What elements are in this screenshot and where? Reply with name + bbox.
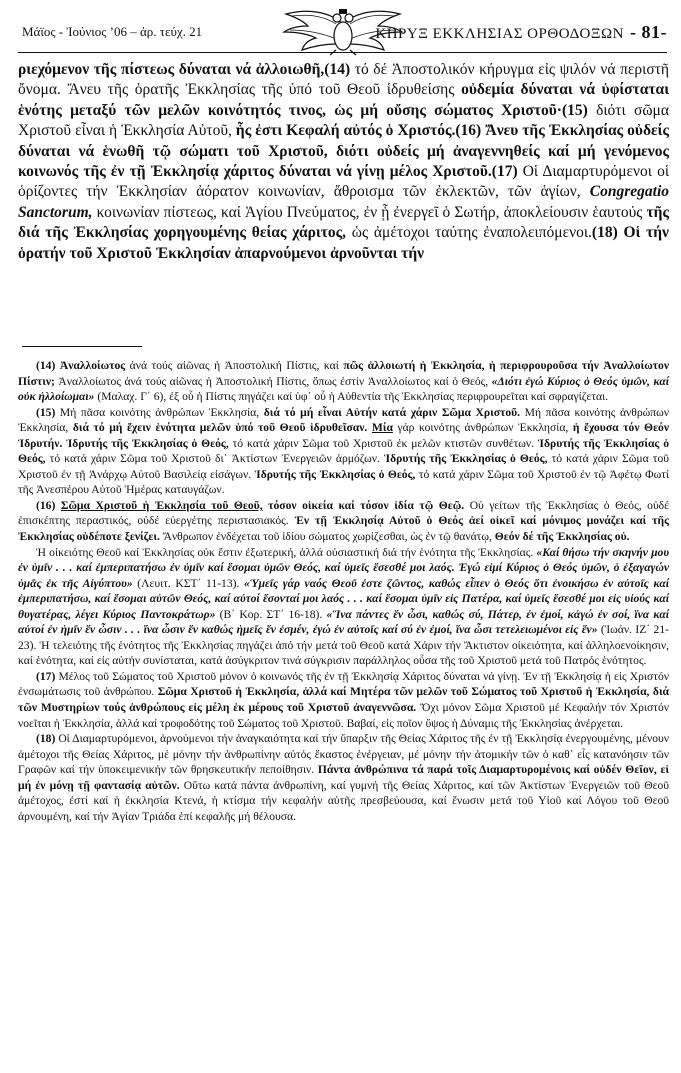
text-run: (17) [36,669,59,683]
text-run: ἀνά τούς αἰῶνας ἡ Ἀποστολική Πίστις, καί [125,359,344,372]
text-run: Μία [371,421,393,435]
footnote-paragraph [18,545,669,669]
text-run: Μέλος τοῦ Σώματος τοῦ Χριστοῦ μόνον ὁ κοινωνός τῆς ἐν τῇ Ἐκκλησίᾳ Χάριτος δύναται νά γίνῃ. Ἐν τῇ Ἐκκλησίᾳ ἡ εἰς Χριστόν ἐνσωμάτωσις τοῦ ἀνθρώπου. [18,669,669,699]
text-run: «Διότι ἐγώ Κύριος ὁ Θεός ὑμῶν, καί οὐκ ἠλλοίωμαι» [18,374,669,404]
text-run: Οἱ Διαμαρτυρόμενοι, ἀρνούμενοι τήν ἀναγκαιότητα καί τήν ὕπαρξιν τῆς Θείας Χάριτος τῆς ἐν τῇ Ἐκκλησίᾳ ἐνεργουμένης, μένουν ἀμέτοχοι τῆς Θείας Χάριτος, μέ μόνην τήν ἀνθρωπίνην αὐτός ἕκαστος ἐνέργειαν, μέ μόνην τήν ἀτομικήν τῶν ὁ καθ᾽ εἷς κατανόησιν τῶν Γραφῶν καί τήν ὑποκειμενικήν τῶν θρησκευτικήν πεποίθησιν. [18,732,669,777]
text-run: τό κατά χάριν Σῶμα τοῦ Χριστοῦ ἐν τῇ Ἀνάρχῳ Αὐτοῦ Βασιλείᾳ εἰσάγων. [18,452,669,481]
text-run: «Ὑμεῖς γάρ ναός Θεοῦ ἐστε ζῶντος, καθώς εἶπεν ὁ Θεός ὅτι ἐνοικήσω ἐν αὐτοῖς καί ἐμπεριπατήσω, καί ἔσομαι αὐτῶν Θεός, καί αὐτοί ἔσονταί μοι λαός . . . καί ἔσομαι ὑμῖν εἰς Πατέρα, καί ὑμεῖς ἔσεσθέ μοι εἰς υἱούς καί θυγατέρας, λέγει Κύριος Παντοκράτωρ» [18,576,669,621]
text-run: τόσον οἰκεία καί τόσον ἰδία τῷ Θεῷ. [262,498,465,512]
footnote-separator [22,346,142,347]
text-run: τό κατά χάριν Σῶμα τοῦ Χριστοῦ δι᾽ Ἀκτίστων Ἐνεργειῶν ἁρμόζων. [45,452,385,466]
text-run: ὡς ἀμέτοχοι ταύτης ἐναπολειπόμενοι. [346,224,592,242]
footnote-paragraph [18,405,669,498]
text-run: «Ἵνα πάντες ἕν ὦσι, καθώς σύ, Πάτερ, ἐν ἐμοί, κἀγώ ἐν σοί, ἵνα καί αὐτοί ἐν ἡμῖν ἕν ὦσιν . . . ἵνα ὦσιν ἕν καθώς ἡμεῖς ἕν ἐσμέν, ἐγώ ἐν αὐτοῖς καί σύ ἐν ἐμοί, ἵνα ὦσι τετελειωμένοι εἰς ἕν» [18,607,669,637]
footnotes [18,358,669,824]
text-run: (18) [36,732,59,746]
text-run: κοινωνίαν πίστεως, καί Ἁγίου Πνεύματος, ἐν ᾗ ἐνεργεῖ ὁ Σωτήρ, ἀποκλείουσιν ἑαυτούς [92,203,647,221]
main-text [18,60,669,264]
text-run: (18) Οἱ τήν ὁρατήν τοῦ Χριστοῦ Ἐκκλησίαν ἀπαρνούμενοι ἀρνοῦνται τήν [18,224,669,262]
page-header [18,8,667,54]
footnote-paragraph [18,731,669,824]
text-run: Οὕτω κατά πάντα ἀνθρωπίνη, καί γυμνή τῆς Θείας Χάριτος, καί τῶν Ἀκτίστων Ἐνεργειῶν τοῦ Θεοῦ ἀμέτοχος, ἐστί καί ἡ ἐκκλησία Κτενά, ἡ κτίσμα τήν κεφαλήν αὐτῆς πρεσβεύουσα, καί ἕνωσιν μετά τοῦ Υἱοῦ καί Λόγου τοῦ Θεοῦ ἀρνουμένη, καί τήν Ἁγίαν Τριάδα ἐπί κεφαλῆς μή θέλουσα. [18,778,669,823]
text-run: διά τό μή εἶναι Αὐτήν κατά χάριν Σῶμα Χριστοῦ. [263,405,521,419]
page-number: - 81- [630,22,667,42]
text-run: διότι σῶμα Χριστοῦ εἶναι ἡ Ἐκκλησία Αὐτοῦ, [18,101,669,140]
footnote-paragraph [18,498,669,545]
text-run: γάρ κοινότης ἀνθρώπων Ἐκκλησία, [392,421,573,435]
text-run: (15) [36,405,60,419]
text-run: Ἀναλλοίωτος ἀνά τούς αἰῶνας ἡ Ἀποστολική Πίστις, ὅπως ἐστίν Ἀναλλοίωτος καί ὁ Θεός, [54,374,492,388]
text-run: Ἄνθρωπον ἐνδέχεται τοῦ ἰδίου σώματος χωρίζεσθαι, ὡς ἐν τῷ θανάτῳ, [159,530,495,544]
text-run: Μή πᾶσα κοινότης ἀνθρώπων Ἐκκλησία, [59,405,264,419]
text-run: Ἐν τῇ Ἐκκλησίᾳ Αὐτοῦ ὁ Θεός ἀεί οἰκεῖ καί μόνιμος μονάζει καί τῆς Ἐκκλησίας οὐδέποτε ξενίζει. [18,514,669,544]
issue-date: Μάϊος - Ἰούνιος ’06 – ἀρ. τεύχ. 21 [22,24,203,39]
text-run: Πάντα ἀνθρώπινα τά παρά τοῖς Διαμαρτυρομένοις καί οὐδέν Θεῖον, εἰ μή ἐν μόνῃ τῇ φαντασίᾳ αὐτῶν. [18,763,669,792]
text-run: ἡ ἔχουσα τόν Θεόν Ἱδρυτήν. Ἱδρυτής τῆς Ἐκκλησίας ὁ Θεός, [18,421,670,450]
text-run: Σῶμα Χριστοῦ ἡ Ἐκκλησία τοῦ Θεοῦ, [60,498,263,512]
text-run: Θεόν δέ τῆς Ἐκκλησίας οὐ. [494,530,630,544]
text-run: (Μαλαχ. Γ΄ 6), ἐξ οὗ ἡ Πίστις πηγάζει καί ὑφ᾽ οὗ ἡ Αὐθεντία τῆς Ἐκκλησίας περιφρουρεῖται καί σφραγίζεται. [94,390,609,404]
text-run: Οὐ γείτων τῆς Ἐκκλησίας ὁ Θεός, οὐδέ ἐπισκέπτης περαστικός, οὐδέ εὐεργέτης περιστασιακός. [18,498,670,528]
text-run: Ὄχι μόνον Σῶμα Χριστοῦ μέ Κεφαλήν τόν Χριστόν νοεῖται ἡ Ἐκκλησία, ἀλλά καί τροφοδότης τοῦ Σώματος τοῦ Χριστοῦ. Βαβαί, εἰς ποῖον ὕψος ἡ Δύναμις τῆς Ἐκκλησίας ἀνέρχεται. [18,701,669,730]
body-paragraph [18,60,669,264]
text-run: ριεχόμενον τῆς πίστεως δύναται νά ἀλλοιωθῆ,(14) [18,61,351,78]
text-run: Ἱδρυτής τῆς Ἐκκλησίας ὁ Θεός, [384,452,548,466]
text-run: Οἱ Διαμαρτυρόμενοι οἱ ὁρίζοντες τήν Ἐκκλησίαν ἀόρατον κοινωνίαν, ἄθροισμα τῶν ἐκλεκτῶν, τῶν ἁγίων, [18,163,669,201]
text-run: (Ἰωάν. ΙΖ΄ 21-23). Ἡ τελειότης τῆς ἑνότητος τῆς Ἐκκλησίας πηγάζει ἀπό τήν μετά τοῦ Θεοῦ κατά Χάριν τήν Ἄκτιστον οἰκειότητα, καί ἀλληλοενοίκησιν, καί ἑνότητα, καί εἰς αὐτήν συνίσταται, κατά ἀσύγκριτον τινά σύγκρισιν παράλληλος οὖσα τῆς τοῦ Χριστοῦ μετά τοῦ Πατρός ἑνότητος. [18,623,669,668]
text-run: τό δέ Ἀποστολικόν κήρυγμα εἰς ψιλόν νά περιστῆ ὄνομα. Ἄνευ τῆς ὁρατῆς Ἐκκλησίας τῆς ὑπό τοῦ Θεοῦ ἱδρυθείσης [18,61,670,99]
text-run: διά τό μή ἔχειν ἑνότητα μελῶν ὑπό τοῦ Θεοῦ ἱδρυθεῖσαν. [72,421,368,435]
text-run: (Β΄ Κορ. ΣΤ΄ 16-18). [215,607,327,621]
text-run: Ἀναλλοίωτος [59,359,126,372]
text-run: Ἱδρυτής τῆς Ἐκκλησίας ὁ Θεός, [18,436,669,466]
text-run: Μή πᾶσα κοινότης ἀνθρώπων Ἐκκλησία, [18,405,669,435]
text-run: (16) [36,498,61,512]
header-rule [18,52,667,53]
text-run: ἧς ἐστι Κεφαλή αὐτός ὁ Χριστός.(16) Ἄνευ τῆς Ἐκκλησίας οὐδείς δύναται νά ἑνωθῆ τῷ σώματι τοῦ Χριστοῦ, διότι οὐδείς μή ἀναγεννηθείς καί μή γενόμενος κοινωνός τῆς ἐν τῇ Ἐκκλησίᾳ χάριτος δύναται νά γίνῃ μέλος Χριστοῦ.(17) [18,122,669,181]
text-run: τῆς διά τῆς Ἐκκλησίας χορηγουμένης θείας χάριτος, [18,203,669,242]
text-run: Ἡ οἰκειότης Θεοῦ καί Ἐκκλησίας οὐκ ἔστιν ἐξωτερική, ἀλλά οὐσιαστική διά τήν ἑνότητα τῆς Ἐκκλησίας. [36,545,537,559]
journal-title: ΚΗΡΥΞ ΕΚΚΛΗΣΙΑΣ ΟΡΘΟΔΟΞΩΝ [375,26,624,42]
text-run: οὐδεμία δύναται νά ὑφίσταται ἑνότης μεταξύ τῶν μελῶν κοινότητός τινος, ὡς μή οὔσης σώματος Χριστοῦ·(15) [18,81,670,119]
footnote-paragraph [18,669,669,731]
text-run: «Καί θήσω τήν σκηνήν μου ἐν ὑμῖν . . . καί ἐμπεριπατήσω ἐν ὑμῖν καί ἔσομαι ὑμῶν Θεός, καί ὑμεῖς ἔσεσθέ μοι λαός. Ἐγώ εἰμί Κύριος ὁ Θεός ὑμῶν, ὁ ἐξαγαγών ὑμᾶς ἐκ τῆς Αἰγύπτου» [18,545,669,590]
text-run: Congregatio Sanctorum, [18,183,669,221]
footnote-paragraph [18,358,669,405]
text-run: Σῶμα Χριστοῦ ἡ Ἐκκλησία, ἀλλά καί Μητέρα τῶν μελῶν τοῦ Σώματος τοῦ Χριστοῦ ἡ Ἐκκλησία, διά τῶν Μυστηρίων τούς ἀνθρώπους εἰς μέλη ἐκ μέρους τοῦ Χριστοῦ ἀναγεννῶσα. [18,685,670,715]
text-run: Ἱδρυτής τῆς Ἐκκλησίας ὁ Θεός, [254,467,416,481]
text-run: (Λευιτ. ΚΣΤ΄ 11-13). [132,576,244,590]
text-run: τό κατά χάριν Σῶμα τοῦ Χριστοῦ ἐκ μελῶν κτιστῶν συνθέτων. [228,436,538,450]
text-run: τό κατά χάριν Σῶμα τοῦ Χριστοῦ ἐν τῷ Ἀφέτῳ Φωτί τῆς Ἀνεσπέρου Αὐτοῦ Ἡμέρας καταυγάζων. [18,467,669,497]
text-run: (14) [36,359,60,372]
text-run: πῶς ἀλλοιωτή ἡ Ἐκκλησία, ἡ περιφρουροῦσα τήν Ἀναλλοίωτον Πίστιν; [18,359,669,388]
